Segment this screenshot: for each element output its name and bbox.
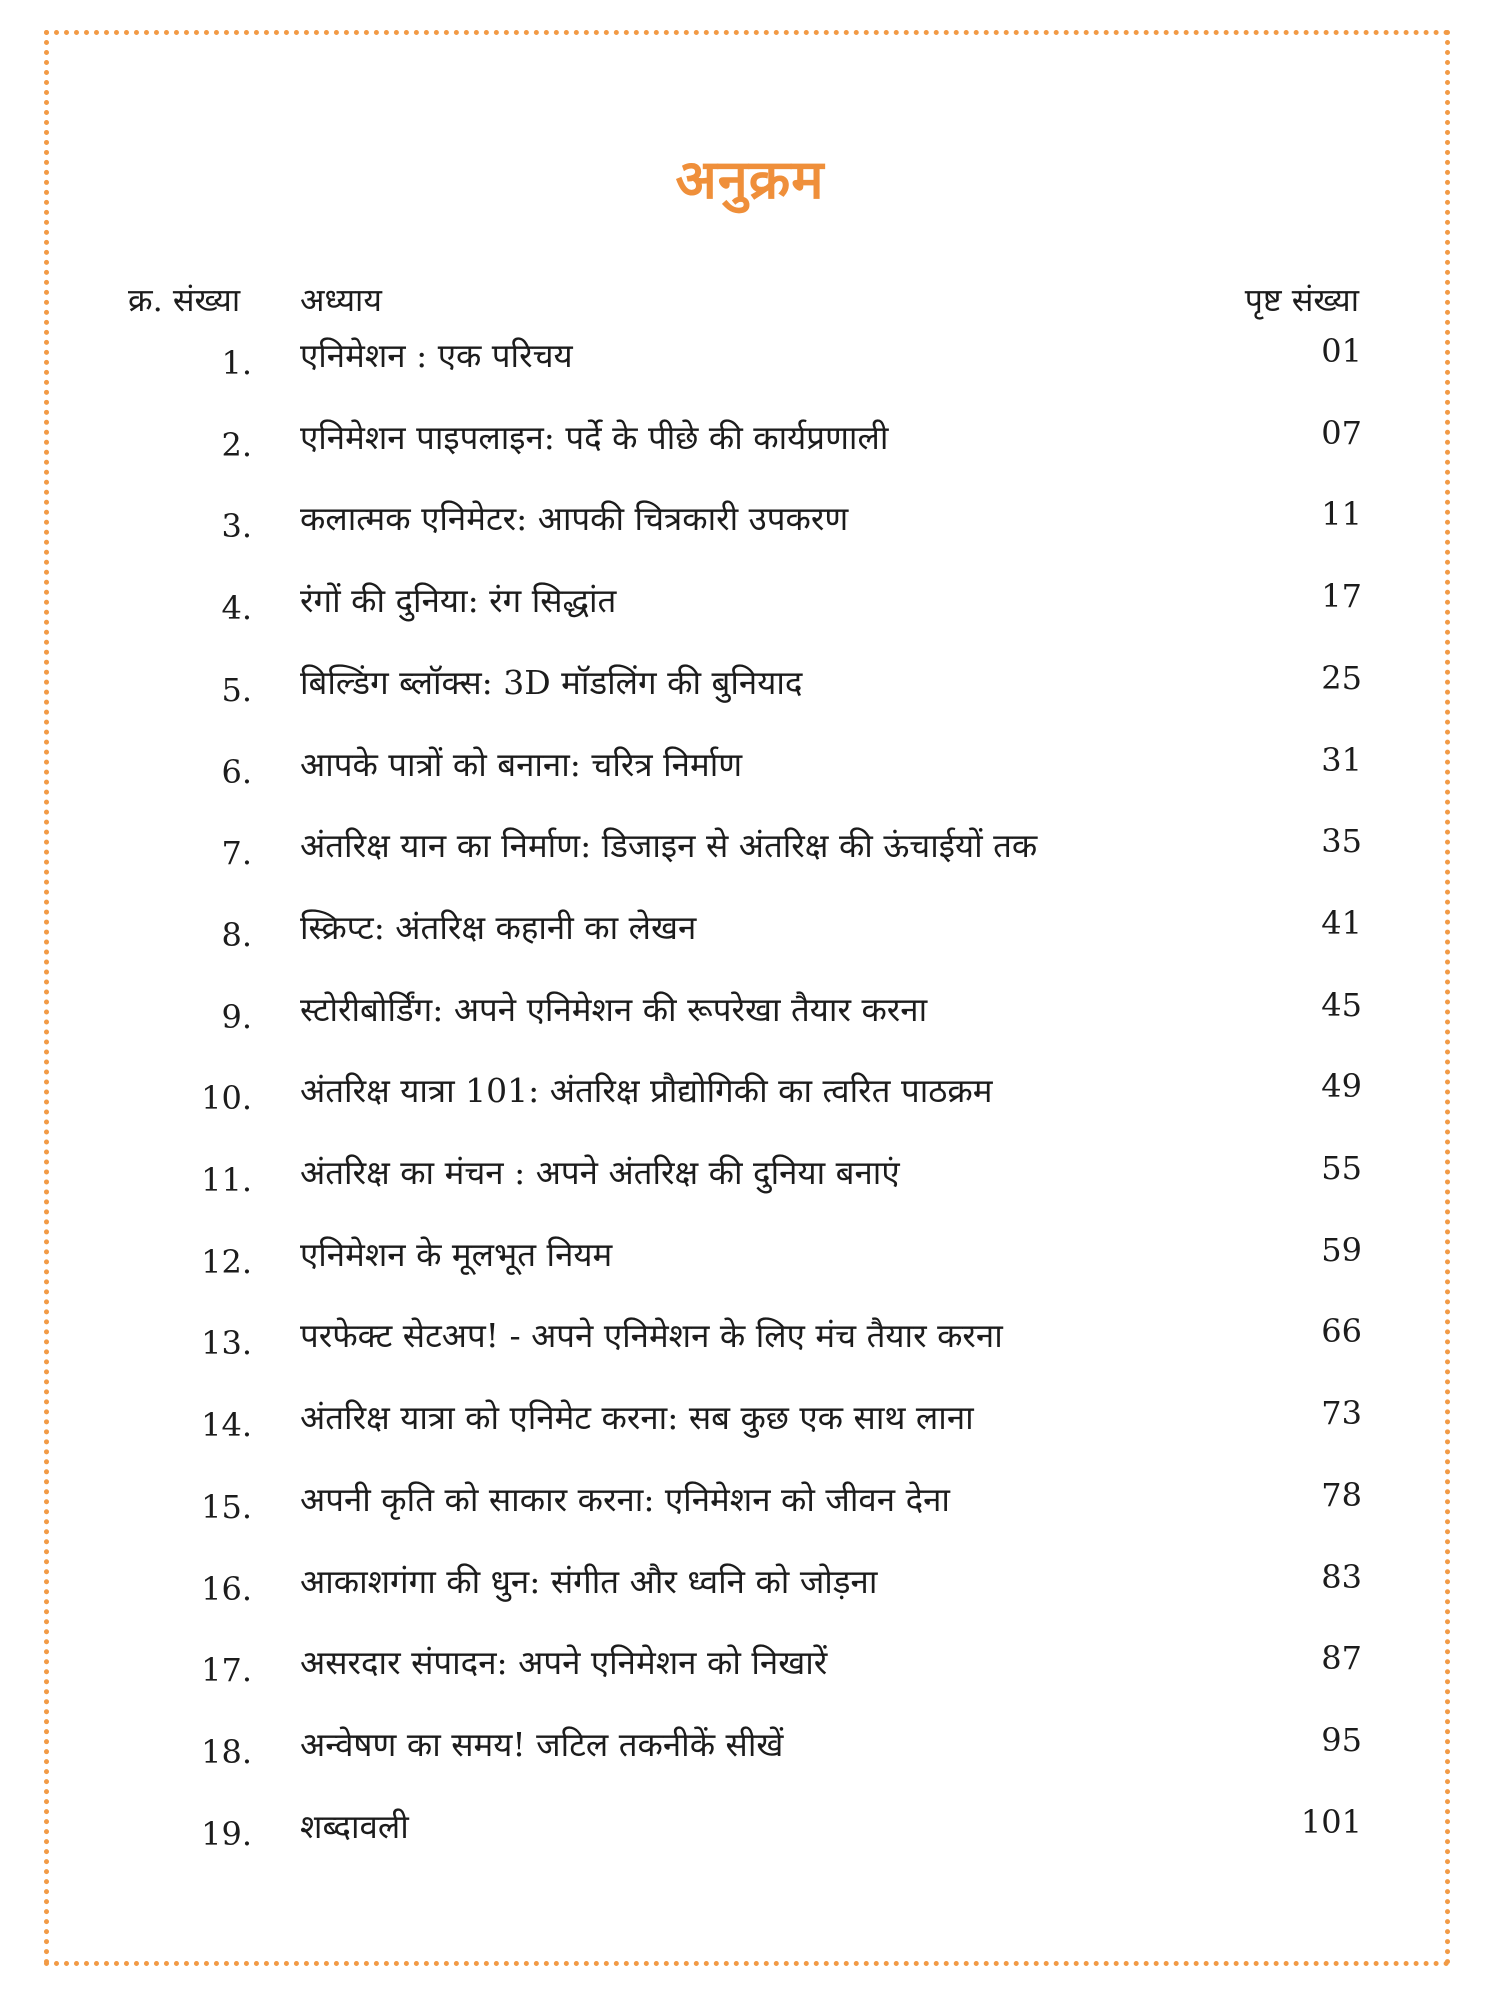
chapter-title: एनिमेशन पाइपलाइन: पर्दे के पीछे की कार्यप्रणाली xyxy=(300,417,889,457)
chapter-title: परफेक्ट सेटअप! - अपने एनिमेशन के लिए मंच तैयार करना xyxy=(300,1316,1003,1356)
chapter-page-number: 45 xyxy=(1321,985,1362,1024)
chapter-number: 15. xyxy=(201,1487,252,1526)
chapter-number: 4. xyxy=(221,589,252,628)
chapter-page-number: 59 xyxy=(1321,1230,1362,1269)
chapter-page-number: 17 xyxy=(1321,577,1362,616)
chapter-number: 2. xyxy=(221,425,252,464)
toc-row xyxy=(0,986,1500,1046)
chapter-page-number: 01 xyxy=(1321,332,1362,370)
chapter-page-number: 11 xyxy=(1321,495,1362,534)
chapter-title: स्टोरीबोर्डिंग: अपने एनिमेशन की रूपरेखा तैयार करना xyxy=(300,989,928,1029)
toc-row xyxy=(0,1721,1500,1781)
chapter-page-number: 25 xyxy=(1321,658,1362,697)
chapter-page-number: 66 xyxy=(1321,1312,1362,1351)
chapter-page-number: 101 xyxy=(1300,1802,1362,1841)
chapter-page-number: 55 xyxy=(1321,1149,1362,1187)
chapter-title: शब्दावली xyxy=(300,1806,409,1846)
toc-row xyxy=(0,1149,1500,1209)
chapter-title: अंतरिक्ष यात्रा को एनिमेट करना: सब कुछ एक साथ लाना xyxy=(300,1398,974,1438)
header-page-number: पृष्ट संख्या xyxy=(1244,281,1359,319)
toc-row xyxy=(0,1231,1500,1291)
chapter-number: 10. xyxy=(201,1079,252,1118)
chapter-title: एनिमेशन के मूलभूत नियम xyxy=(300,1234,613,1274)
chapter-number: 13. xyxy=(201,1324,252,1363)
header-chapter: अध्याय xyxy=(300,281,382,319)
chapter-page-number: 41 xyxy=(1321,903,1362,942)
chapter-number: 17. xyxy=(201,1651,252,1690)
chapter-number: 1. xyxy=(221,344,252,382)
chapter-title: कलात्मक एनिमेटर: आपकी चित्रकारी उपकरण xyxy=(300,499,849,539)
chapter-page-number: 07 xyxy=(1321,413,1362,452)
chapter-title: अंतरिक्ष का मंचन : अपने अंतरिक्ष की दुनिया बनाएं xyxy=(300,1153,900,1192)
toc-row xyxy=(0,659,1500,719)
chapter-page-number: 78 xyxy=(1321,1475,1362,1514)
toc-row xyxy=(0,1394,1500,1454)
chapter-number: 11. xyxy=(201,1161,252,1199)
chapter-number: 12. xyxy=(201,1242,252,1281)
chapter-title: आकाशगंगा की धुन: संगीत और ध्वनि को जोड़ना xyxy=(300,1561,878,1601)
chapter-title: अंतरिक्ष यान का निर्माण: डिजाइन से अंतरिक्ष की ऊंचाईयों तक xyxy=(300,826,1038,866)
toc-row xyxy=(0,1312,1500,1372)
chapter-title: आपके पात्रों को बनाना: चरित्र निर्माण xyxy=(300,744,743,784)
chapter-page-number: 35 xyxy=(1321,822,1362,861)
toc-row xyxy=(0,1067,1500,1127)
toc-row xyxy=(0,1803,1500,1863)
toc-row xyxy=(0,1476,1500,1536)
chapter-title: अंतरिक्ष यात्रा 101: अंतरिक्ष प्रौद्योगिकी का त्वरित पाठक्रम xyxy=(300,1071,993,1111)
chapter-title: स्क्रिप्ट: अंतरिक्ष कहानी का लेखन xyxy=(300,907,697,947)
chapter-number: 8. xyxy=(221,915,252,954)
header-serial-number: क्र. संख्या xyxy=(128,281,241,319)
toc-row xyxy=(0,495,1500,555)
chapter-page-number: 49 xyxy=(1321,1067,1362,1106)
chapter-title: एनिमेशन : एक परिचय xyxy=(300,336,573,375)
chapter-page-number: 31 xyxy=(1321,740,1362,779)
chapter-page-number: 87 xyxy=(1321,1639,1362,1678)
toc-row xyxy=(0,741,1500,801)
toc-row xyxy=(0,1558,1500,1618)
chapter-number: 19. xyxy=(201,1814,252,1853)
chapter-number: 16. xyxy=(201,1569,252,1608)
chapter-number: 18. xyxy=(201,1732,252,1771)
toc-row xyxy=(0,904,1500,964)
chapter-number: 7. xyxy=(221,834,252,873)
page-title: अनुक्रम xyxy=(675,147,825,211)
chapter-number: 3. xyxy=(221,507,252,546)
chapter-title: अपनी कृति को साकार करना: एनिमेशन को जीवन देना xyxy=(300,1479,950,1519)
chapter-title: असरदार संपादन: अपने एनिमेशन को निखारें xyxy=(300,1643,828,1683)
chapter-page-number: 83 xyxy=(1321,1557,1362,1596)
toc-row xyxy=(0,577,1500,637)
chapter-page-number: 95 xyxy=(1321,1720,1362,1759)
chapter-title: अन्वेषण का समय! जटिल तकनीकें सीखें xyxy=(300,1724,784,1764)
chapter-number: 9. xyxy=(221,997,252,1036)
chapter-number: 14. xyxy=(201,1406,252,1445)
toc-row xyxy=(0,822,1500,882)
chapter-title: रंगों की दुनिया: रंग सिद्धांत xyxy=(300,581,617,621)
toc-row xyxy=(0,1639,1500,1699)
chapter-title: बिल्डिंग ब्लॉक्स: 3D मॉडलिंग की बुनियाद xyxy=(300,662,803,702)
chapter-number: 5. xyxy=(221,670,252,709)
chapter-number: 6. xyxy=(221,752,252,791)
toc-row xyxy=(0,332,1500,392)
chapter-page-number: 73 xyxy=(1321,1394,1362,1433)
toc-row xyxy=(0,414,1500,474)
